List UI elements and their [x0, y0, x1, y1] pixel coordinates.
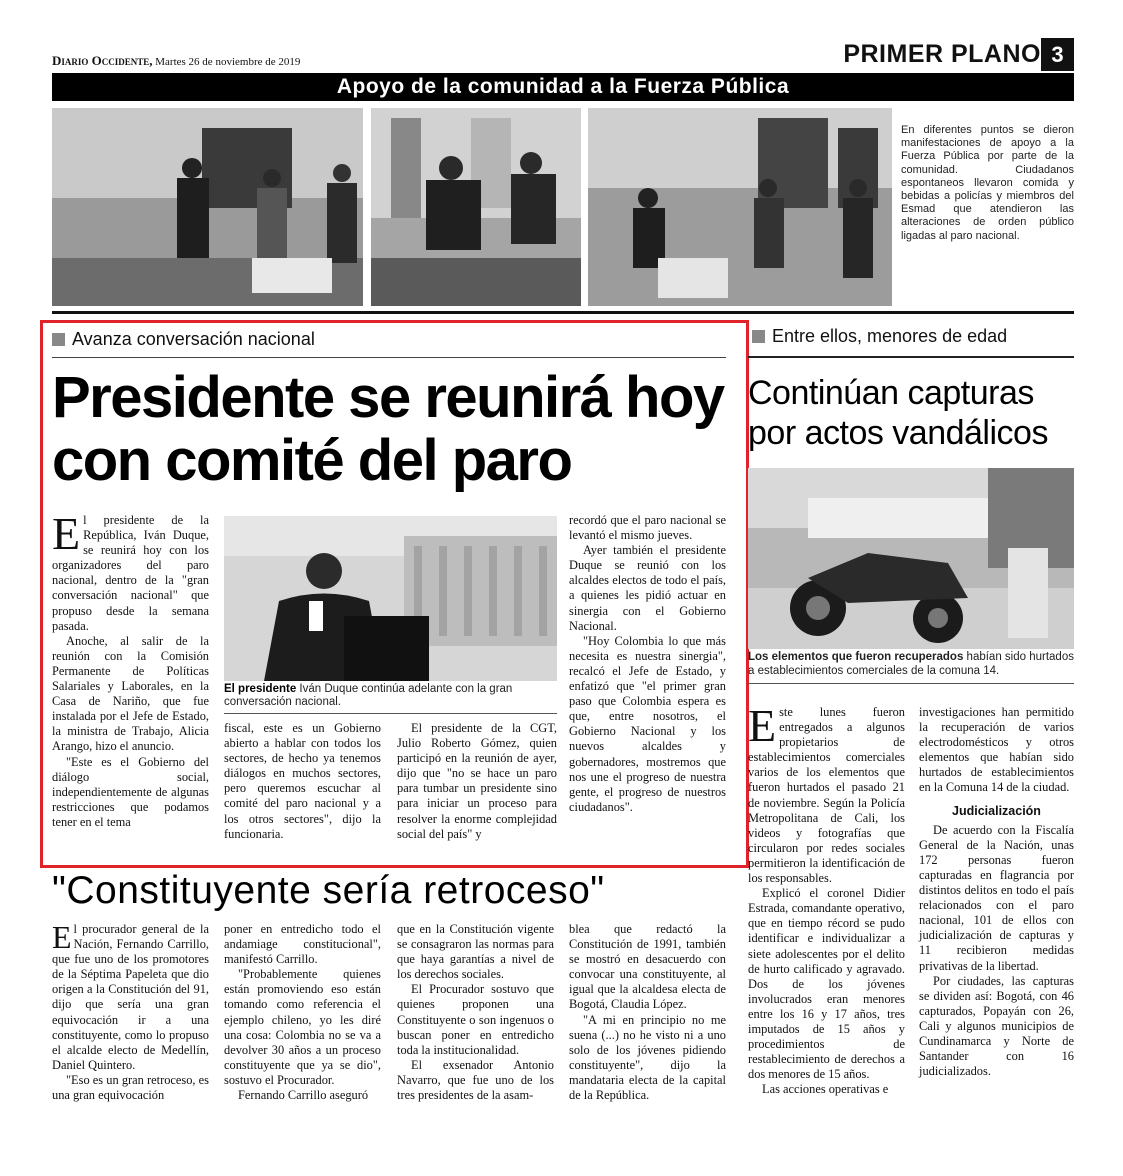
side-col2-p2: De acuerdo con la Fiscalía General de la Nación, unas 172 personas fueron capturadas en flagrancia por distintos delitos en todo el país relacionados con el paro nacional, 101 de ellos con judicialización de capturas y 11 recibieron medidas privativas de la libertad.	[919, 822, 1074, 973]
photo-community-support-1	[52, 108, 363, 306]
side-col1-p3: Las acciones operativas e	[762, 1082, 889, 1097]
side-story-column-1	[748, 700, 905, 1097]
bottom-col2-p3: Fernando Carrillo aseguró	[238, 1088, 369, 1103]
main-col4-p2: Ayer también el presidente Duque se reunió con los alcaldes electos de todo el país, a quienes les pidió actuar en sinergia con el Gobierno Nacional.	[569, 543, 726, 633]
caption-rule	[748, 683, 1074, 684]
side-kicker-text: Entre ellos, menores de edad	[772, 326, 1008, 346]
main-col4-p1: recordó que el paro nacional se levantó el mismo jueves.	[569, 513, 726, 543]
bottom-col4-p1: blea que redactó la Constitución de 1991, también se mostró en desacuerdo con convocar una constituyente, al igual que la alcaldesa electa de Bogotá, Claudia López.	[569, 922, 726, 1012]
bottom-col1-p2: "Eso es un gran retroceso, es una gran equivocación	[52, 1072, 209, 1103]
section-title: PRIMER PLANO	[843, 40, 1041, 68]
bottom-story-column-1	[52, 919, 209, 1103]
drop-cap: E	[52, 508, 81, 559]
side-col1-p1: Este lunes fueron entregados a algunos propietarios de establecimientos comerciales varios de los elementos que fueron hurtados el pasado 21 de noviembre. Según la Policía Metropolitana de Cali, los videos y fotografías que circularon por redes sociales permitieron la identificación de los responsables.	[748, 700, 905, 886]
main-col1-p1: El presidente de la República, Iván Duque, se reunirá hoy con los organizadores del paro nacional, dentro de la "gran conversación nacional" que propuso desde la semana pasada.	[52, 508, 209, 633]
bottom-col1-p1: El procurador general de la Nación, Fernando Carrillo, que fue uno de los promotores de la Séptima Papeleta que dio origen a la Constitución del 91, dijo que sería una gran equivocación ir a una constituyente, como lo propuso el alcalde electo de Medellín, Daniel Quintero.	[52, 919, 209, 1072]
bottom-story-headline: "Constituyente sería retroceso"	[52, 869, 605, 912]
kicker-rule	[748, 356, 1074, 358]
main-kicker-text: Avanza conversación nacional	[72, 329, 315, 349]
bottom-col4-p2: "A mi en principio no me suena (...) no he visto ni a uno solo de los jóvenes pidiendo constituyente", dijo la mandataria electa de la capital de la República.	[569, 1012, 726, 1103]
drop-cap: E	[748, 700, 777, 751]
main-col2-p1: fiscal, este es un Gobierno abierto a hablar con todos los sectores, de hecho ya tenemos diálogos en muchos sectores, pero queremos escuchar al comité del paro nacional y a los otros sectores", dijo la funcionaria.	[224, 721, 381, 841]
recovered-items-caption: Los elementos que fueron recuperados habían sido hurtados a establecimientos comerciales de la comuna 14.	[748, 651, 1074, 677]
bottom-col3-p2: El Procurador sostuvo que quienes proponen una Constituyente o son ingenuos o buscan poner en entredicho toda la institucionalidad.	[397, 982, 554, 1057]
bottom-col3-p3: El exsenador Antonio Navarro, que fue uno de los tres presidentes de la asam-	[397, 1057, 554, 1103]
side-col2-p3: Por ciudades, las capturas se dividen así: Bogotá, con 46 capturados, Popayán con 26, Cali y algunos municipios de Cundinamarca y Norte de Santander con 16 judicializados.	[919, 973, 1074, 1079]
main-col1-p3: "Este es el Gobierno del diálogo social, independientemente de algunas restricciones que podamos tener en el tema	[52, 754, 209, 829]
drop-cap: E	[52, 919, 72, 955]
kicker-square-icon	[752, 330, 765, 343]
photo-recovered-items	[748, 468, 1074, 649]
side-col1-p2: Explicó el coronel Didier Estrada, comandante operativo, que en tiempo récord se pudo identificar e individualizar a siete adolescentes por el delito de hurto calificado y agravado. Dos de los jóvenes involucrados eran menores entre los 16 y 17 años, tres imputados de 15 años y procedimientos de restablecimiento de derechos a dos menores de 15 años.	[748, 886, 905, 1082]
president-photo-caption: El presidente Iván Duque continúa adelante con la gran conversación nacional.	[224, 683, 513, 708]
page-number: 3	[1041, 38, 1074, 71]
side-story-headline: Continúan capturas por actos vandálicos	[748, 374, 1048, 452]
bottom-col3-p1: que en la Constitución vigente se consagraron las normas para que haya garantías a nivel de los derechos sociales.	[397, 922, 554, 982]
side-col2-p1: investigaciones han permitido la recuperación de varios electrodomésticos y otros elementos que habían sido hurtados de establecimientos en la Comuna 14 de la ciudad.	[919, 705, 1074, 795]
publication-name: Diario Occidente,	[52, 53, 153, 68]
bottom-story-column-2	[224, 922, 381, 1103]
main-col1-p2: Anoche, al salir de la reunión con la Comisión Permanente de Políticas Salariales y Laborales, en la Casa de Nariño, que fue instalada por el Jefe de Estado, la ministra de Trabajo, Alicia Arango, hizo el anuncio.	[52, 633, 209, 754]
bottom-story-column-3	[397, 922, 554, 1103]
top-story-caption: En diferentes puntos se dieron manifestaciones de apoyo a la Fuerza Pública por parte de la comunidad. Ciudadanos espontaneos llevaron comida y bebidas a policías y miembros del Esmad que atendieron las alteraciones de orden público ligadas al paro nacional.	[901, 124, 1074, 242]
main-col3-p1: El presidente de la CGT, Julio Roberto Gómez, quien participó en la reunión de ayer, dijo que "no se hace un paro para tumbar un presidente sino para iniciar un proceso para resolver la enorme complejidad social del país" y	[397, 721, 557, 841]
side-story-kicker	[752, 326, 1007, 347]
main-story-headline: Presidente se reunirá hoy con comité del paro	[52, 365, 724, 493]
publication-date: Martes 26 de noviembre de 2019	[155, 56, 301, 68]
section-divider	[52, 311, 1074, 314]
photo-community-support-2	[371, 108, 581, 306]
top-story-title: Apoyo de la comunidad a la Fuerza Pública	[52, 73, 1074, 101]
main-col4-p3: "Hoy Colombia lo que más necesita es nuestra sinergia", recalcó el Jefe de Estado, y enfatizó que "el primer gran paso que Colombia espera es que, entre nosotros, el Gobierno Nacional y los nuevos alcaldes y gobernadores, mostremos que nos une el progreso de nuestra gente, el progreso de nuestros ciudadanos".	[569, 633, 726, 814]
bottom-story-column-4	[569, 922, 726, 1103]
photo-community-support-3	[588, 108, 892, 306]
side-story-column-2	[919, 705, 1074, 1079]
bottom-col2-p1: poner en entredicho todo el andamiage constitucional", manifestó Carrillo.	[224, 922, 381, 967]
highlight-box	[40, 320, 749, 868]
side-subhead: Judicialización	[952, 803, 1041, 818]
masthead	[52, 53, 300, 69]
bottom-col2-p2: "Probablemente quienes están promoviendo eso están tomando como referencia el ejemplo chileno, yo les diré una cosa: Colombia no se va a devolver 30 años a un proceso constituyente que ya se dio", sostuvo el Procurador.	[224, 967, 381, 1087]
